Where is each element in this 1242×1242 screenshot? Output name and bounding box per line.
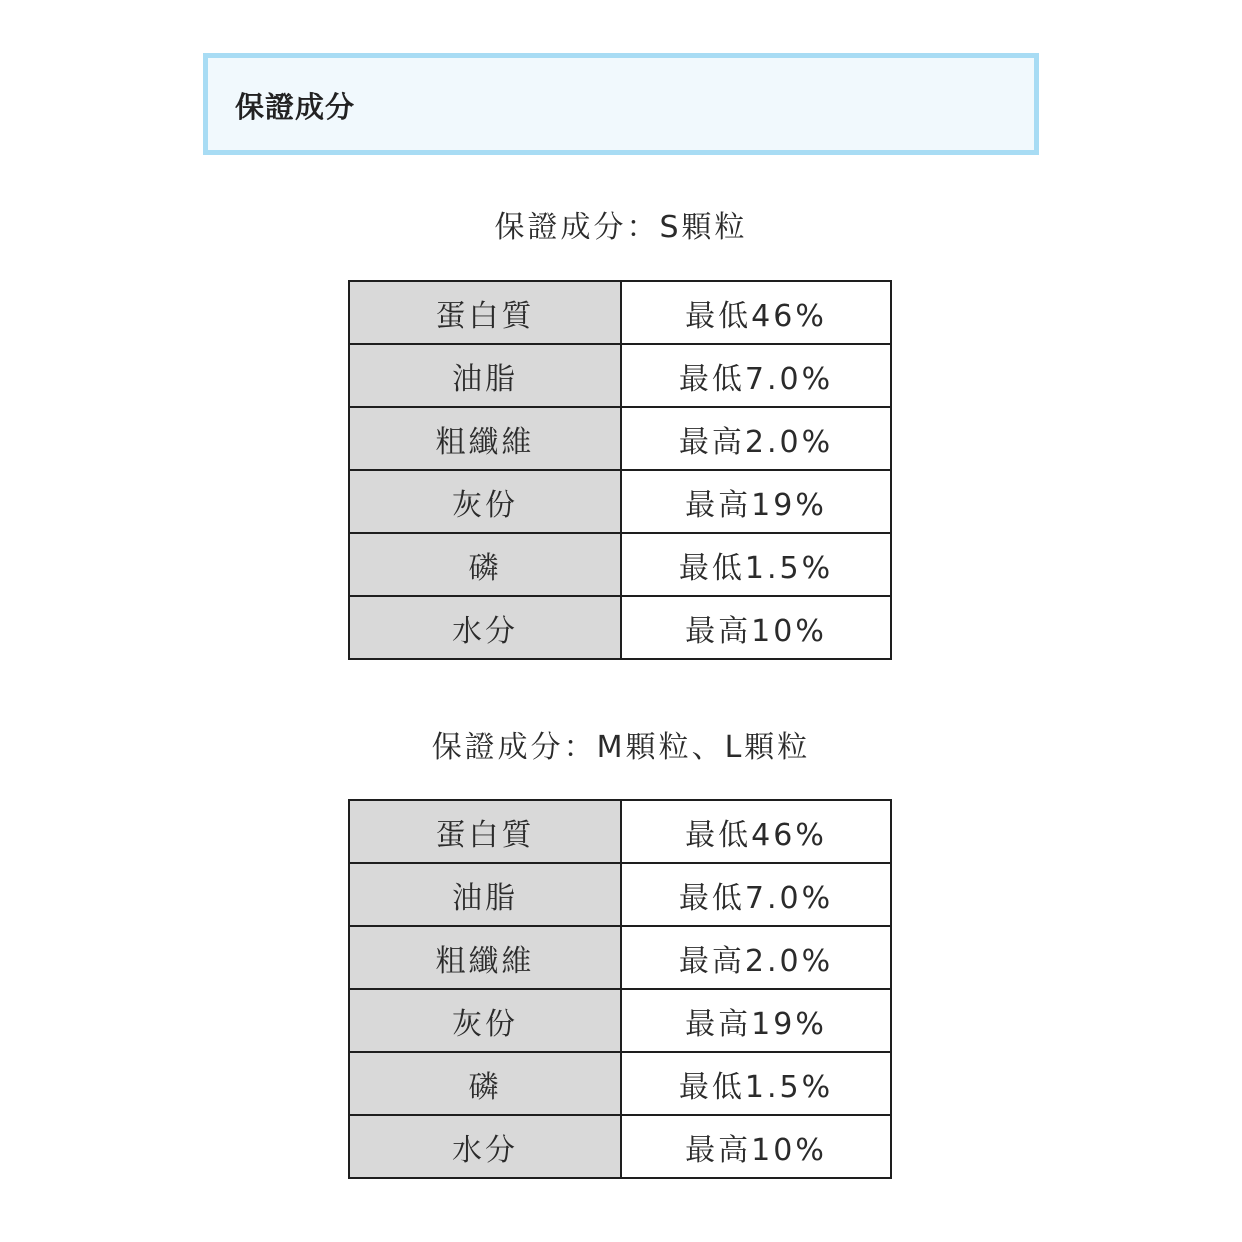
section-heading-m-l-granule: 保證成分：M顆粒、L顆粒 — [431, 730, 811, 765]
ingredient-name: 灰份 — [349, 989, 621, 1052]
ingredients-table-s-granule — [348, 280, 892, 660]
table-row — [349, 1052, 891, 1115]
ingredient-value: 最低7.0% — [621, 863, 891, 926]
ingredients-table-m-l-granule — [348, 799, 892, 1179]
ingredient-value: 最高19% — [621, 989, 891, 1052]
ingredient-name: 磷 — [349, 533, 621, 596]
ingredient-name: 蛋白質 — [349, 800, 621, 863]
table-row — [349, 470, 891, 533]
ingredient-value: 最低46% — [621, 281, 891, 344]
table-row — [349, 281, 891, 344]
ingredient-value: 最高19% — [621, 470, 891, 533]
table-row — [349, 800, 891, 863]
table-row — [349, 926, 891, 989]
ingredient-value: 最高2.0% — [621, 407, 891, 470]
ingredient-value: 最低1.5% — [621, 533, 891, 596]
ingredient-value: 最低1.5% — [621, 1052, 891, 1115]
section-header-box — [203, 53, 1039, 155]
ingredient-name: 水分 — [349, 596, 621, 659]
table-row — [349, 989, 891, 1052]
ingredient-name: 油脂 — [349, 344, 621, 407]
ingredient-name: 油脂 — [349, 863, 621, 926]
table-row — [349, 863, 891, 926]
section-heading-s-granule: 保證成分：S顆粒 — [494, 210, 748, 245]
ingredient-name: 水分 — [349, 1115, 621, 1178]
ingredient-name: 灰份 — [349, 470, 621, 533]
ingredient-name: 蛋白質 — [349, 281, 621, 344]
ingredient-name: 粗纖維 — [349, 926, 621, 989]
table-row — [349, 1115, 891, 1178]
table-row — [349, 596, 891, 659]
ingredient-value: 最低46% — [621, 800, 891, 863]
ingredient-name: 磷 — [349, 1052, 621, 1115]
table-row — [349, 407, 891, 470]
ingredient-value: 最高10% — [621, 1115, 891, 1178]
ingredient-name: 粗纖維 — [349, 407, 621, 470]
ingredient-value: 最高10% — [621, 596, 891, 659]
table-row — [349, 533, 891, 596]
ingredient-value: 最低7.0% — [621, 344, 891, 407]
ingredient-value: 最高2.0% — [621, 926, 891, 989]
page-title: 保證成分 — [235, 90, 356, 124]
table-row — [349, 344, 891, 407]
